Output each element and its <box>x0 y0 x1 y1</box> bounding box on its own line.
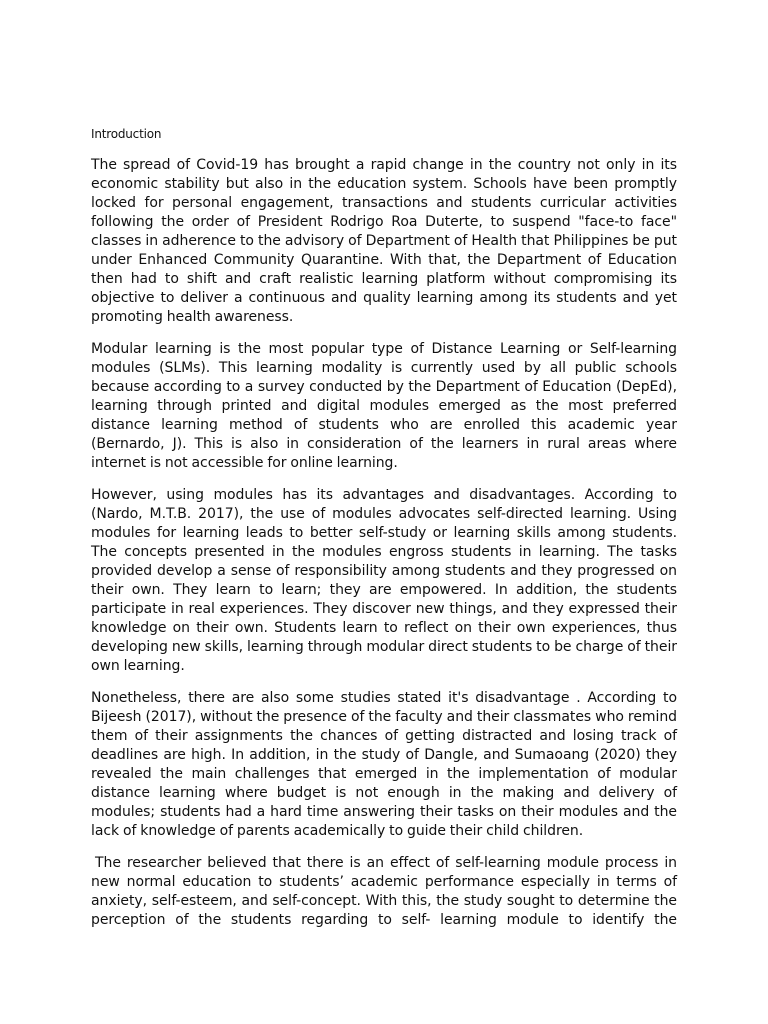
document-page <box>91 126 677 943</box>
paragraph-5: The researcher believed that there is an effect of self-learning module process in new normal education to students’ academic performance especially in terms of anxiety, self-esteem, and self-concept. With this, the study sought to determine the perception of the students regarding to self- learning module to identify the <box>91 855 677 928</box>
paragraph-1: The spread of Covid-19 has brought a rapid change in the country not only in its economic stability but also in the education system. Schools have been promptly locked for personal engagement, transactions and students curricular activities following the order of President Rodrigo Roa Duterte, to suspend "face-to face" classes in adherence to the advisory of Department of Health that Philippines be put under Enhanced Community Quarantine. With that, the Department of Education then had to shift and craft realistic learning platform without compromising its objective to deliver a continuous and quality learning among its students and yet promoting health awareness. <box>91 157 677 325</box>
paragraph-4: Nonetheless, there are also some studies stated it's disadvantage . According to Bijeesh (2017), without the presence of the faculty and their classmates who remind them of their assignments the chances of getting distracted and losing track of deadlines are high. In addition, in the study of Dangle, and Sumaoang (2020) they revealed the main challenges that emerged in the implementation of modular distance learning where budget is not enough in the making and delivery of modules; students had a hard time answering their tasks on their modules and the lack of knowledge of parents academically to guide their child children. <box>91 690 677 839</box>
paragraph-2: Modular learning is the most popular type of Distance Learning or Self-learning modules (SLMs). This learning modality is currently used by all public schools because according to a survey conducted by the Department of Education (DepEd), learning through printed and digital modules emerged as the most preferred distance learning method of students who are enrolled this academic year (Bernardo, J). This is also in consideration of the learners in rural areas where internet is not accessible for online learning. <box>91 341 677 471</box>
section-heading: Introduction <box>91 127 162 141</box>
paragraph-3: However, using modules has its advantages and disadvantages. According to (Nardo, M.T.B. 2017), the use of modules advocates self-directed learning. Using modules for learning leads to better self-study or learning skills among students. The concepts presented in the modules engross students in learning. The tasks provided develop a sense of responsibility among students and they progressed on their own. They learn to learn; they are empowered. In addition, the students participate in real experiences. They discover new things, and they expressed their knowledge on their own. Students learn to reflect on their own experiences, thus developing new skills, learning through modular direct students to be charge of their own learning. <box>91 487 677 674</box>
